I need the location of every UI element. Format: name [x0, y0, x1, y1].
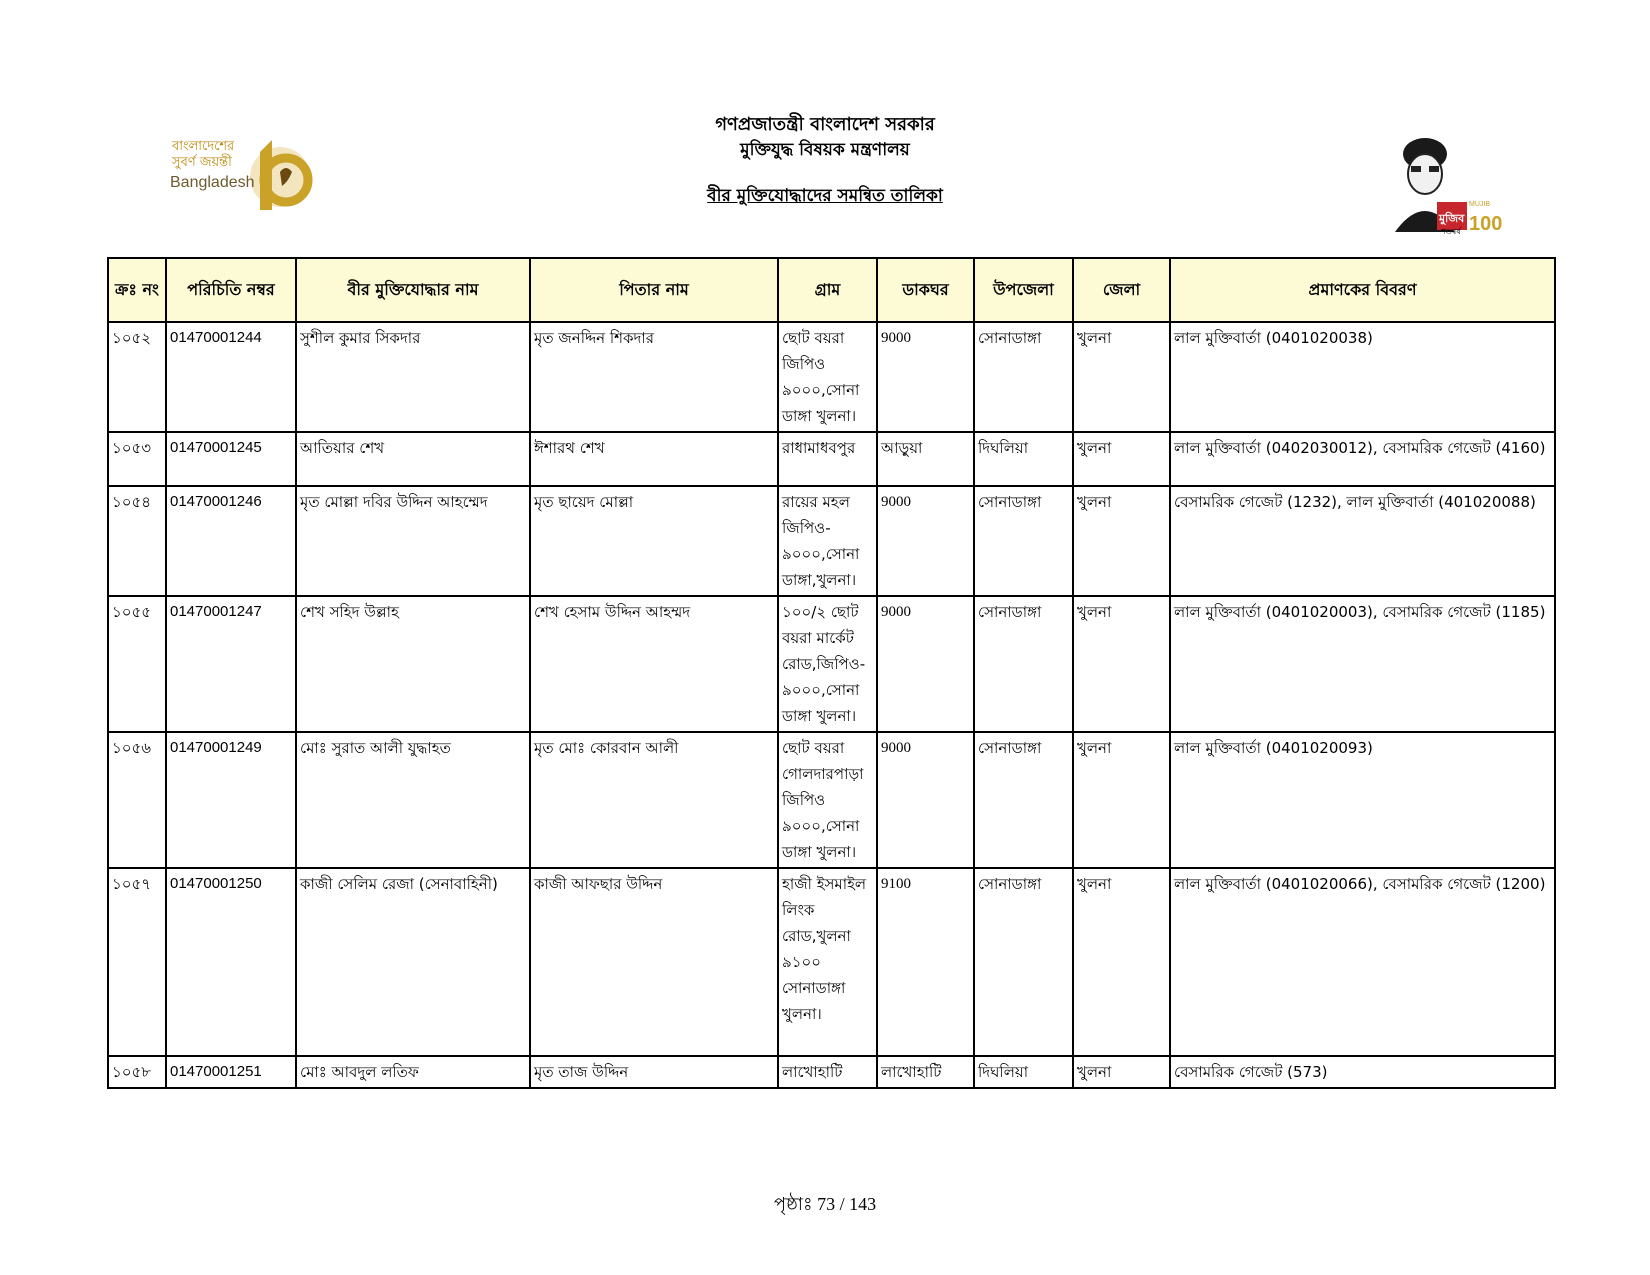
logo-word: Bangladesh: [170, 174, 255, 191]
header-upazila: উপজেলা: [974, 258, 1073, 322]
cell-upazila: সোনাডাঙ্গা: [974, 868, 1073, 1056]
cell-father: মৃত মোঃ কোরবান আলী: [530, 732, 778, 868]
cell-id: 01470001250: [166, 868, 296, 1056]
cell-upazila: সোনাডাঙ্গা: [974, 732, 1073, 868]
cell-upazila: সোনাডাঙ্গা: [974, 486, 1073, 596]
cell-village: হাজী ইসমাইল লিংক রোড,খুলনা ৯১০০ সোনাডাঙ্গা খুলনা।: [778, 868, 877, 1056]
cell-id: 01470001244: [166, 322, 296, 432]
cell-name: মোঃ আবদুল লতিফ: [296, 1056, 530, 1088]
document-header: [0, 112, 1650, 208]
cell-name: সুশীল কুমার সিকদার: [296, 322, 530, 432]
header-father: পিতার নাম: [530, 258, 778, 322]
cell-evidence: বেসামরিক গেজেট (1232), লাল মুক্তিবার্তা (401020088): [1170, 486, 1555, 596]
logo-shatabarsha-text: শতবর্ষ: [1441, 227, 1461, 236]
cell-district: খুলনা: [1073, 1056, 1170, 1088]
page-number: পৃষ্ঠাঃ 73 / 143: [773, 1194, 877, 1214]
cell-name: শেখ সহিদ উল্লাহ: [296, 596, 530, 732]
cell-serial: ১০৫৬: [108, 732, 166, 868]
cell-father: কাজী আফছার উদ্দিন: [530, 868, 778, 1056]
cell-evidence: লাল মুক্তিবার্তা (0401020066), বেসামরিক গেজেট (1200): [1170, 868, 1555, 1056]
cell-upazila: দিঘলিয়া: [974, 432, 1073, 486]
cell-name: আতিয়ার শেখ: [296, 432, 530, 486]
government-title: গণপ্রজাতন্ত্রী বাংলাদেশ সরকার: [715, 114, 935, 135]
table-row: [108, 486, 1555, 596]
table-row: [108, 322, 1555, 432]
cell-id: 01470001249: [166, 732, 296, 868]
logo-100: 100: [1469, 213, 1503, 235]
cell-name: মৃত মোল্লা দবির উদ্দিন আহম্মেদ: [296, 486, 530, 596]
header-post-office: ডাকঘর: [877, 258, 974, 322]
cell-post-office: 9100: [877, 868, 974, 1056]
ministry-title: মুক্তিযুদ্ধ বিষয়ক মন্ত্রণালয়: [740, 140, 910, 160]
header-village: গ্রাম: [778, 258, 877, 322]
cell-upazila: দিঘলিয়া: [974, 1056, 1073, 1088]
cell-name: কাজী সেলিম রেজা (সেনাবাহিনী): [296, 868, 530, 1056]
cell-village: রাধামাধবপুর: [778, 432, 877, 486]
table-row: [108, 868, 1555, 1056]
cell-post-office: 9000: [877, 732, 974, 868]
cell-father: ঈশারথ শেখ: [530, 432, 778, 486]
cell-father: মৃত জনদ্দিন শিকদার: [530, 322, 778, 432]
header-id: পরিচিতি নম্বর: [166, 258, 296, 322]
cell-id: 01470001247: [166, 596, 296, 732]
cell-district: খুলনা: [1073, 432, 1170, 486]
cell-district: খুলনা: [1073, 486, 1170, 596]
cell-district: খুলনা: [1073, 732, 1170, 868]
cell-post-office: 9000: [877, 486, 974, 596]
table-row: [108, 596, 1555, 732]
cell-district: খুলনা: [1073, 868, 1170, 1056]
cell-id: 01470001245: [166, 432, 296, 486]
cell-evidence: লাল মুক্তিবার্তা (0401020038): [1170, 322, 1555, 432]
cell-evidence: লাল মুক্তিবার্তা (0401020003), বেসামরিক গেজেট (1185): [1170, 596, 1555, 732]
cell-serial: ১০৫২: [108, 322, 166, 432]
cell-village: লাখোহাটি: [778, 1056, 877, 1088]
cell-district: খুলনা: [1073, 322, 1170, 432]
cell-village: রায়ের মহল জিপিও- ৯০০০,সোনাডাঙ্গা,খুলনা।: [778, 486, 877, 596]
cell-evidence: বেসামরিক গেজেট (573): [1170, 1056, 1555, 1088]
list-title: বীর মুক্তিযোদ্ধাদের সমন্বিত তালিকা: [707, 186, 943, 206]
cell-father: মৃত ছায়েদ মোল্লা: [530, 486, 778, 596]
header-serial: ক্রঃ নং: [108, 258, 166, 322]
cell-village: ১০০/২ ছোট বয়রা মার্কেট রোড,জিপিও- ৯০০০,সোনাডাঙ্গা খুলনা।: [778, 596, 877, 732]
cell-evidence: লাল মুক্তিবার্তা (0402030012), বেসামরিক গেজেট (4160): [1170, 432, 1555, 486]
cell-father: মৃত তাজ উদ্দিন: [530, 1056, 778, 1088]
cell-post-office: লাখোহাটি: [877, 1056, 974, 1088]
table-header-row: [108, 258, 1555, 322]
cell-post-office: 9000: [877, 596, 974, 732]
header-district: জেলা: [1073, 258, 1170, 322]
cell-upazila: সোনাডাঙ্গা: [974, 322, 1073, 432]
cell-district: খুলনা: [1073, 596, 1170, 732]
cell-serial: ১০৫৮: [108, 1056, 166, 1088]
cell-serial: ১০৫৪: [108, 486, 166, 596]
cell-evidence: লাল মুক্তিবার্তা (0401020093): [1170, 732, 1555, 868]
cell-id: 01470001246: [166, 486, 296, 596]
table-row: [108, 732, 1555, 868]
cell-upazila: সোনাডাঙ্গা: [974, 596, 1073, 732]
header-evidence: প্রমাণকের বিবরণ: [1170, 258, 1555, 322]
header-name: বীর মুক্তিযোদ্ধার নাম: [296, 258, 530, 322]
logo-mujib-word: MUJIB: [1469, 201, 1490, 208]
cell-post-office: 9000: [877, 322, 974, 432]
cell-father: শেখ হেসাম উদ্দিন আহম্মদ: [530, 596, 778, 732]
cell-post-office: আড়ুয়া: [877, 432, 974, 486]
logo-line1: বাংলাদেশের: [172, 139, 235, 154]
table-row: [108, 432, 1555, 486]
table-row: [108, 1056, 1555, 1088]
cell-village: ছোট বয়রা গোলদারপাড়া জিপিও ৯০০০,সোনাডাঙ্গা খুলনা।: [778, 732, 877, 868]
cell-serial: ১০৫৫: [108, 596, 166, 732]
freedom-fighter-table: [107, 257, 1556, 1089]
cell-village: ছোট বয়রা জিপিও ৯০০০,সোনাডাঙ্গা খুলনা।: [778, 322, 877, 432]
cell-serial: ১০৫৩: [108, 432, 166, 486]
logo-mujib-text: মুজিব: [1439, 212, 1465, 225]
cell-id: 01470001251: [166, 1056, 296, 1088]
cell-serial: ১০৫৭: [108, 868, 166, 1056]
cell-name: মোঃ সুরাত আলী যুদ্ধাহত: [296, 732, 530, 868]
logo-line2: সুবর্ণ জয়ন্তী: [172, 155, 232, 170]
